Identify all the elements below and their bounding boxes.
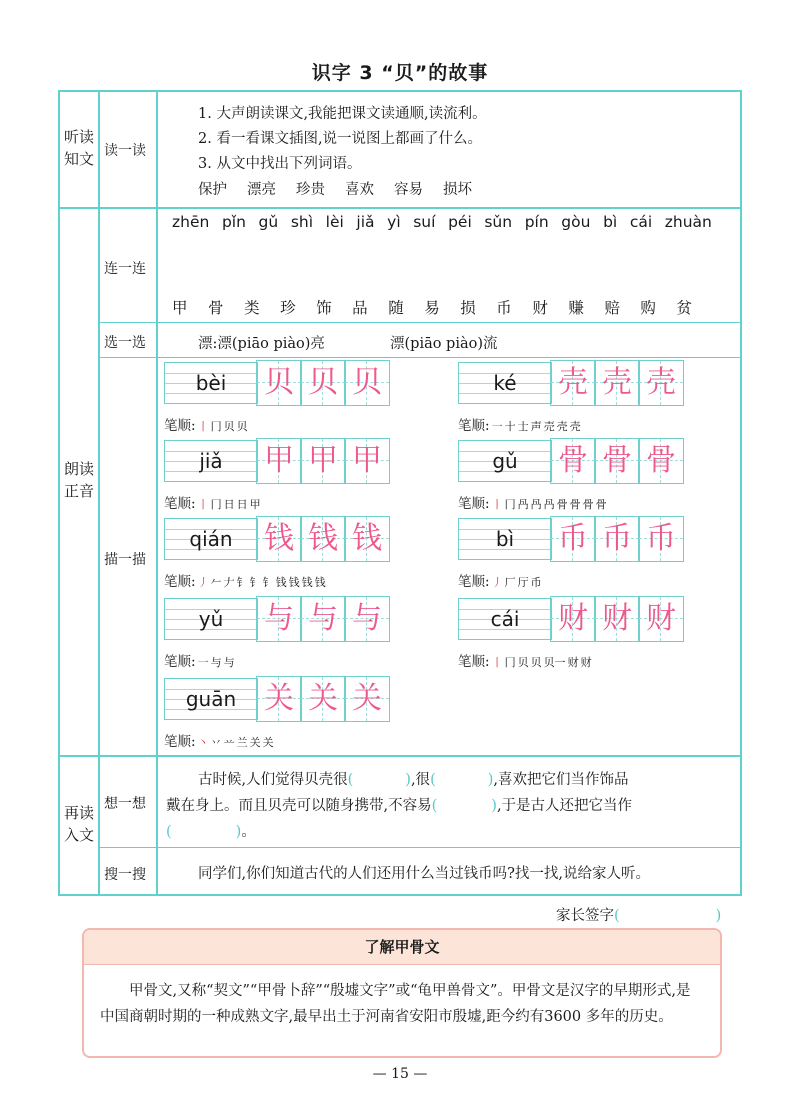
stroke-step: 与 xyxy=(210,656,222,669)
stroke-step: 冎 xyxy=(517,498,529,511)
pinyin-item[interactable]: jiǎ xyxy=(356,213,375,231)
pinyin-field xyxy=(458,518,552,560)
stroke-step: 日 xyxy=(223,498,235,511)
stroke-step: 䒑 xyxy=(223,736,235,749)
pinyin-text: gǔ xyxy=(492,449,518,473)
char-item[interactable]: 易 xyxy=(424,299,440,317)
tracing-grid[interactable] xyxy=(344,516,390,562)
pinyin-item[interactable]: yì xyxy=(387,213,401,231)
stroke-step: 丨 xyxy=(197,420,209,433)
info-box xyxy=(82,928,722,1058)
stroke-step: 关 xyxy=(249,736,261,749)
word: 喜欢 xyxy=(345,182,374,198)
read-words xyxy=(198,178,472,199)
pinyin-field xyxy=(164,440,258,482)
pinyin-item[interactable]: shì xyxy=(290,213,314,231)
page-number: — 15 — xyxy=(372,1066,428,1082)
table-border-bottom xyxy=(58,894,742,896)
tracing-grid[interactable] xyxy=(256,360,302,406)
trace-char: 壳 xyxy=(646,365,676,400)
stroke-step: 贝 xyxy=(517,656,529,669)
tracing-grid[interactable] xyxy=(550,596,596,642)
stroke-step: 冎 xyxy=(543,498,555,511)
stroke-step: 売 xyxy=(543,420,555,433)
word: 容易 xyxy=(394,182,423,198)
sep-2 xyxy=(58,755,742,757)
stroke-label: 笔顺: xyxy=(458,418,490,434)
tracing-grid[interactable] xyxy=(638,360,684,406)
connect-pinyin-row xyxy=(172,213,712,231)
pinyin-text: ké xyxy=(493,371,517,395)
trace-char: 币 xyxy=(558,521,588,556)
stroke-order xyxy=(164,570,326,590)
stroke-label: 笔顺: xyxy=(164,418,196,434)
tracing-grid[interactable] xyxy=(550,516,596,562)
info-title: 了解甲骨文 xyxy=(84,930,720,965)
stroke-label: 笔顺: xyxy=(164,654,196,670)
trace-char: 关 xyxy=(352,681,382,716)
stroke-order xyxy=(164,414,248,434)
stroke-step: 财 xyxy=(567,656,579,669)
stroke-step: 冂 xyxy=(210,420,222,433)
row-label-miaoyimiao: 描一描 xyxy=(104,552,146,568)
char-item[interactable]: 财 xyxy=(532,299,548,317)
think-line-3: ( )。 xyxy=(166,824,256,840)
trace-char: 骨 xyxy=(646,443,676,478)
stroke-step: 钱 xyxy=(301,576,313,589)
stroke-label: 笔顺: xyxy=(164,574,196,590)
read-item-1: 1. 大声朗读课文,我能把课文读通顺,读流利。 xyxy=(198,106,487,122)
sep-row-2 xyxy=(98,357,741,358)
choose-item-1: 漂:漂(piāo piào)亮 xyxy=(198,336,325,352)
stroke-step: 钱 xyxy=(288,576,300,589)
tracing-grid[interactable] xyxy=(594,360,640,406)
trace-char: 骨 xyxy=(602,443,632,478)
trace-char: 与 xyxy=(308,601,338,636)
row-label-souyisou: 搜一搜 xyxy=(104,867,146,883)
pinyin-item[interactable]: bì xyxy=(603,213,618,231)
pinyin-item[interactable]: suí xyxy=(413,213,436,231)
sep-1 xyxy=(58,207,742,209)
stroke-step: 与 xyxy=(223,656,235,669)
section-tingdu-label: 听读 知文 xyxy=(63,128,94,168)
table-border-right xyxy=(740,90,742,896)
char-item[interactable]: 类 xyxy=(244,299,260,317)
connect-char-row xyxy=(172,296,692,318)
stroke-order xyxy=(458,492,607,512)
pinyin-item[interactable]: pín xyxy=(524,213,549,231)
pinyin-field xyxy=(164,362,258,404)
pinyin-field xyxy=(164,678,258,720)
word: 珍贵 xyxy=(296,182,325,198)
pinyin-item[interactable]: sǔn xyxy=(484,213,513,231)
pinyin-field xyxy=(458,362,552,404)
trace-char: 币 xyxy=(646,521,676,556)
trace-char: 甲 xyxy=(308,443,338,478)
trace-char: 财 xyxy=(558,601,588,636)
trace-char: 财 xyxy=(602,601,632,636)
trace-char: 骨 xyxy=(558,443,588,478)
stroke-step: 士 xyxy=(517,420,529,433)
tracing-grid[interactable] xyxy=(550,438,596,484)
trace-char: 贝 xyxy=(308,365,338,400)
pinyin-text: bèi xyxy=(195,371,227,395)
stroke-label: 笔顺: xyxy=(458,496,490,512)
word: 保护 xyxy=(198,182,227,198)
tracing-grid[interactable] xyxy=(638,438,684,484)
trace-char: 币 xyxy=(602,521,632,556)
stroke-order xyxy=(458,650,592,670)
pinyin-text: yǔ xyxy=(198,607,224,631)
stroke-step: 币 xyxy=(530,576,542,589)
char-item[interactable]: 品 xyxy=(352,299,368,317)
tracing-grid[interactable] xyxy=(300,360,346,406)
pinyin-text: jiǎ xyxy=(199,449,223,473)
stroke-step: 冂 xyxy=(504,656,516,669)
trace-char: 钱 xyxy=(352,521,382,556)
tracing-grid[interactable] xyxy=(256,676,302,722)
row-label-divider xyxy=(156,90,158,896)
trace-char: 贝 xyxy=(264,365,294,400)
trace-char: 甲 xyxy=(264,443,294,478)
tracing-grid[interactable] xyxy=(594,438,640,484)
stroke-step: 骨 xyxy=(582,498,594,511)
tracing-grid[interactable] xyxy=(344,438,390,484)
word: 漂亮 xyxy=(247,182,276,198)
stroke-step: 冎 xyxy=(530,498,542,511)
stroke-step: 骨 xyxy=(569,498,581,511)
tracing-grid[interactable] xyxy=(344,676,390,722)
pinyin-item[interactable]: zhuàn xyxy=(664,213,712,231)
stroke-step: 钅 xyxy=(236,576,248,589)
section-langdu-label: 朗读 正音 xyxy=(63,460,94,500)
pinyin-item[interactable]: gǔ xyxy=(258,213,279,231)
stroke-step: 丨 xyxy=(491,656,503,669)
trace-char: 关 xyxy=(264,681,294,716)
stroke-step: 贝 xyxy=(530,656,542,669)
pinyin-field xyxy=(458,598,552,640)
stroke-step: 甲 xyxy=(249,498,261,511)
page-title: 识字 3 “贝”的故事 xyxy=(311,62,489,84)
stroke-order xyxy=(458,570,542,590)
pinyin-item[interactable]: lèi xyxy=(325,213,344,231)
info-body: 甲骨文,又称“契文”“甲骨卜辞”“殷墟文字”或“龟甲兽骨文”。甲骨文是汉字的早期形式,是中国商朝时期的一种成熟文字,最早出土于河南省安阳市殷墟,距今约有3600 多年的历史。 xyxy=(100,983,691,1025)
pinyin-item[interactable]: zhēn xyxy=(172,213,210,231)
char-item[interactable]: 贫 xyxy=(676,299,692,317)
tracing-grid[interactable] xyxy=(550,360,596,406)
section-divider xyxy=(98,90,100,896)
stroke-step: 十 xyxy=(504,420,516,433)
pinyin-item[interactable]: gòu xyxy=(561,213,591,231)
row-label-xiangyixiang: 想一想 xyxy=(104,796,146,812)
stroke-step: 厂 xyxy=(504,576,516,589)
stroke-step: 财 xyxy=(580,656,592,669)
row-label-lianyilian: 连一连 xyxy=(104,261,146,277)
stroke-order xyxy=(164,730,274,750)
pinyin-item[interactable]: cái xyxy=(629,213,653,231)
stroke-step: 日 xyxy=(236,498,248,511)
stroke-step: 壳 xyxy=(556,420,568,433)
pinyin-field xyxy=(458,440,552,482)
read-item-2: 2. 看一看课文插图,说一说图上都画了什么。 xyxy=(198,131,483,147)
stroke-step: 关 xyxy=(262,736,274,749)
trace-char: 财 xyxy=(646,601,676,636)
stroke-order xyxy=(164,650,235,670)
pinyin-field xyxy=(164,518,258,560)
stroke-step: 丷 xyxy=(210,736,222,749)
char-item[interactable]: 饰 xyxy=(316,299,332,317)
tracing-grid[interactable] xyxy=(594,596,640,642)
stroke-step: 丿 xyxy=(491,576,503,589)
stroke-step: 一 xyxy=(197,656,209,669)
choose-item-2: 漂(piāo piào)流 xyxy=(390,336,498,352)
stroke-step: 丨 xyxy=(197,498,209,511)
trace-char: 贝 xyxy=(352,365,382,400)
tracing-grid[interactable] xyxy=(344,360,390,406)
section-zaidu-label: 再读 入文 xyxy=(63,804,94,844)
stroke-step: 骨 xyxy=(556,498,568,511)
think-line-2: 戴在身上。而且贝壳可以随身携带,不容易( ),于是古人还把它当作 xyxy=(166,798,633,814)
stroke-label: 笔顺: xyxy=(164,734,196,750)
trace-char: 壳 xyxy=(558,365,588,400)
char-item[interactable]: 随 xyxy=(388,299,404,317)
stroke-label: 笔顺: xyxy=(458,654,490,670)
stroke-step: 钱 xyxy=(314,576,326,589)
trace-char: 与 xyxy=(264,601,294,636)
pinyin-item[interactable]: péi xyxy=(448,213,472,231)
tracing-grid[interactable] xyxy=(638,516,684,562)
pinyin-item[interactable]: pǐn xyxy=(221,213,246,231)
char-item[interactable]: 赚 xyxy=(568,299,584,317)
char-item[interactable]: 赔 xyxy=(604,299,620,317)
read-item-3: 3. 从文中找出下列词语。 xyxy=(198,156,362,172)
tracing-grid[interactable] xyxy=(256,596,302,642)
pinyin-text: bì xyxy=(495,527,515,551)
trace-char: 壳 xyxy=(602,365,632,400)
table-border-top xyxy=(58,90,742,92)
stroke-order xyxy=(458,414,581,434)
tracing-grid[interactable] xyxy=(344,596,390,642)
tracing-grid[interactable] xyxy=(256,438,302,484)
stroke-step: 兰 xyxy=(236,736,248,749)
stroke-step: 贝 xyxy=(236,420,248,433)
think-line-1: 古时候,人们觉得贝壳很( ),很( ),喜欢把它们当作饰品 xyxy=(198,772,629,788)
tracing-grid[interactable] xyxy=(300,516,346,562)
trace-char: 甲 xyxy=(352,443,382,478)
tracing-grid[interactable] xyxy=(300,676,346,722)
pinyin-field xyxy=(164,598,258,640)
row-label-xuanyixuan: 选一选 xyxy=(104,335,146,351)
stroke-step: 丨 xyxy=(491,498,503,511)
char-item[interactable]: 骨 xyxy=(208,299,224,317)
pinyin-text: guān xyxy=(185,687,237,711)
stroke-order xyxy=(164,492,261,512)
char-item[interactable]: 购 xyxy=(640,299,656,317)
row-label-duyidu: 读一读 xyxy=(104,143,146,159)
trace-char: 钱 xyxy=(264,521,294,556)
stroke-step: 声 xyxy=(530,420,542,433)
stroke-step: 贝一 xyxy=(543,656,566,669)
pinyin-text: cái xyxy=(490,607,520,631)
stroke-step: 丿 xyxy=(197,576,209,589)
char-item[interactable]: 珍 xyxy=(280,299,296,317)
stroke-label: 笔顺: xyxy=(164,496,196,512)
stroke-step: 冂 xyxy=(504,498,516,511)
pinyin-text: qián xyxy=(189,527,233,551)
stroke-label: 笔顺: xyxy=(458,574,490,590)
stroke-step: 丶 xyxy=(197,736,209,749)
parent-sign: 家长签字( ) xyxy=(556,908,722,924)
stroke-step: 钅 xyxy=(262,576,274,589)
stroke-step: 冂 xyxy=(210,498,222,511)
stroke-step: 一 xyxy=(491,420,503,433)
tracing-grid[interactable] xyxy=(594,516,640,562)
char-item[interactable]: 损 xyxy=(460,299,476,317)
char-item[interactable]: 币 xyxy=(496,299,512,317)
stroke-step: 贝 xyxy=(223,420,235,433)
trace-char: 钱 xyxy=(308,521,338,556)
trace-char: 与 xyxy=(352,601,382,636)
stroke-step: 骨 xyxy=(595,498,607,511)
sep-row-3 xyxy=(98,847,741,848)
stroke-step: 𠂉 xyxy=(210,576,222,589)
tracing-grid[interactable] xyxy=(300,438,346,484)
word: 损坏 xyxy=(443,182,472,198)
stroke-step: 壳 xyxy=(569,420,581,433)
trace-char: 关 xyxy=(308,681,338,716)
tracing-grid[interactable] xyxy=(300,596,346,642)
search-text: 同学们,你们知道古代的人们还用什么当过钱币吗?找一找,说给家人听。 xyxy=(198,866,650,882)
sep-row-1 xyxy=(98,322,741,323)
stroke-step: 钅 xyxy=(249,576,261,589)
char-item[interactable]: 甲 xyxy=(172,299,188,317)
stroke-step: 厅 xyxy=(517,576,529,589)
tracing-grid[interactable] xyxy=(638,596,684,642)
tracing-grid[interactable] xyxy=(256,516,302,562)
stroke-step: 钱 xyxy=(275,576,287,589)
stroke-step: 𠂇 xyxy=(223,576,235,589)
